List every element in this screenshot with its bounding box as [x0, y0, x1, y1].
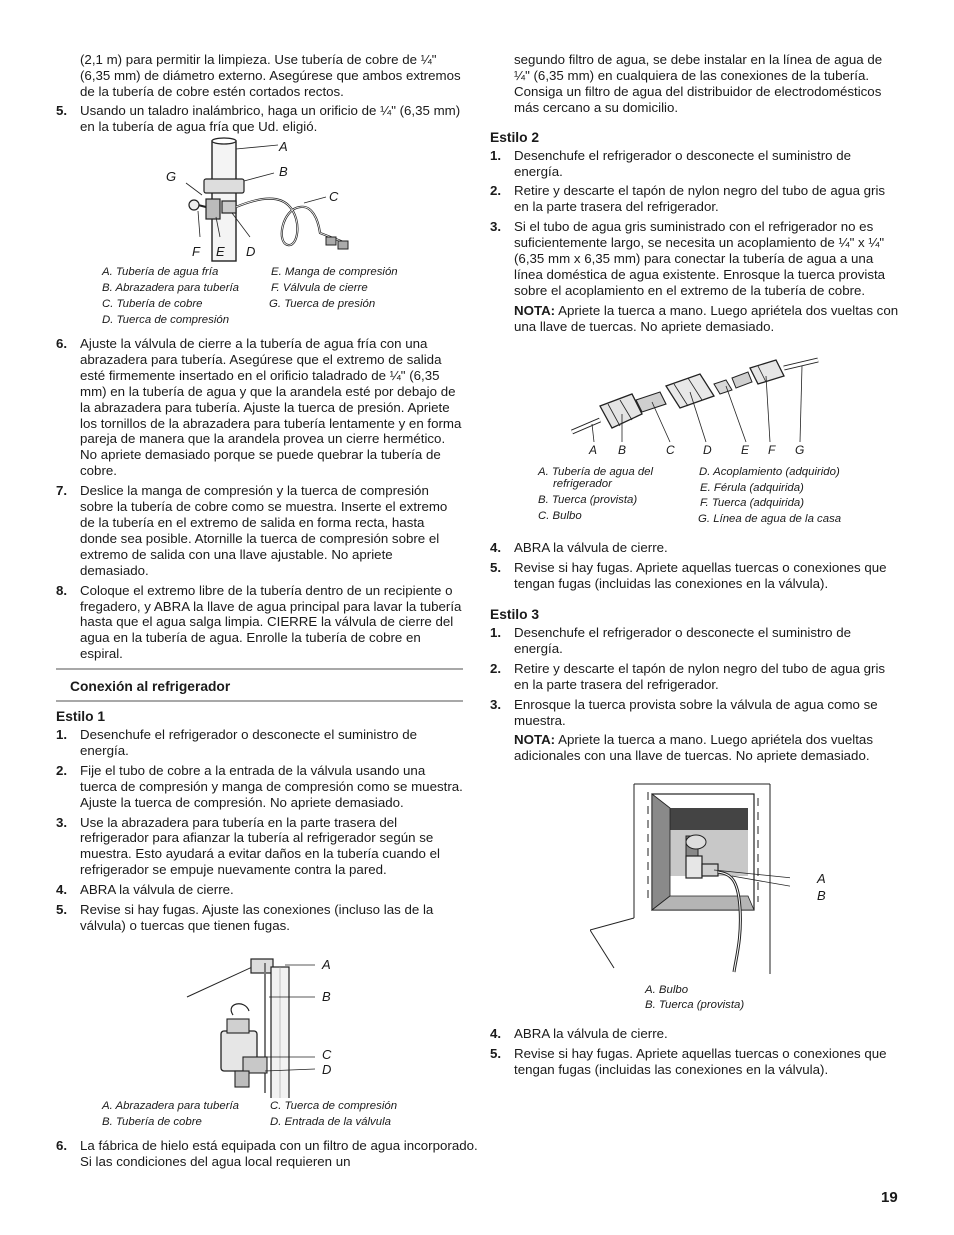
- note-text: Apriete la tuerca a mano. Luego apriétela dos vueltas adicionales con una llave de tuercas. No apriete demasiado.: [514, 732, 873, 764]
- step-text: Desenchufe el refrigerador o desconecte el suministro de energía.: [80, 727, 418, 758]
- estilo-2-caption-e: E. Férula (adquirida): [700, 482, 804, 494]
- estilo-2-caption-d: D. Acoplamiento (adquirido): [699, 466, 840, 478]
- fig1-label-a: A: [279, 139, 288, 154]
- estilo-1-title: Estilo 1: [56, 709, 106, 724]
- estilo-2-steps-after: [490, 540, 900, 596]
- step-text: ABRA la válvula de cierre.: [514, 1026, 668, 1041]
- estilo-1-step-2: [56, 763, 463, 811]
- estilo-1-caption-d: D. Entrada de la válvula: [270, 1116, 391, 1128]
- estilo-1-step-6: [56, 1138, 487, 1170]
- note-label: NOTA:: [514, 732, 556, 748]
- step-text: Revise si hay fugas. Apriete aquellas tuercas o conexiones que tengan fugas (incluidas las conexiones en la válvula).: [514, 1045, 887, 1077]
- step-text: Use la abrazadera para tubería en la parte trasera del refrigerador para afianzar la tubería al refrigerador según se muestra. Esto ayudará a evitar daños en la tubería cuando el refrigerador se empuje nuevamente contra la pared.: [80, 814, 440, 878]
- step-6-attach-valve: [56, 336, 463, 479]
- fig1-caption-c: C. Tubería de cobre: [102, 298, 203, 310]
- step-number: 3.: [56, 814, 68, 830]
- estilo-2-note: [490, 303, 900, 335]
- estilo-2-caption-f: F. Tuerca (adquirida): [700, 497, 805, 509]
- estilo-3-step-2: [490, 661, 900, 693]
- estilo-2-label-g: G: [795, 443, 805, 457]
- estilo-2-label-f: F: [768, 443, 776, 457]
- step-8-flush: [56, 583, 463, 663]
- estilo-3-title: Estilo 3: [490, 607, 540, 622]
- fig1-caption-f: F. Válvula de cierre: [271, 282, 368, 294]
- estilo-2-caption-a: A. Tubería de agua del: [538, 466, 654, 478]
- estilo-3-valve-illustration: [590, 778, 790, 974]
- note-text: Apriete la tuerca a mano. Luego apriétela dos vueltas con una llave de tuercas. No apriete demasiado.: [514, 302, 899, 334]
- step-number: 5.: [490, 559, 502, 575]
- estilo-2-label-e: E: [741, 443, 750, 457]
- step-number: 1.: [56, 727, 68, 742]
- estilo-3-caption-b: B. Tuerca (provista): [645, 999, 745, 1011]
- step-number: 7.: [56, 483, 68, 499]
- step-number: 8.: [56, 582, 68, 598]
- estilo-2-step-1: [490, 148, 900, 180]
- step-text: Retire y descarte el tapón de nylon negro del tubo de agua gris en la parte trasera del refrigerador.: [514, 660, 886, 692]
- estilo-1-valve-illustration: [185, 953, 325, 1098]
- step-text: Enrosque la tuerca provista sobre la válvula de agua como se muestra.: [514, 696, 878, 728]
- step-number: 5.: [56, 902, 68, 918]
- estilo-2-label-a: A: [589, 443, 598, 457]
- section-title: Conexión al refrigerador: [56, 668, 463, 702]
- estilo-1-label-c: C: [322, 1047, 332, 1062]
- fig1-label-g: G: [166, 169, 177, 184]
- estilo-1-step-4: [56, 882, 463, 898]
- estilo-1-label-b: B: [322, 989, 331, 1004]
- step-text: Revise si hay fugas. Apriete aquellas tuercas o conexiones que tengan fugas (incluidas las conexiones en la válvula).: [514, 559, 887, 591]
- estilo-2-title: Estilo 2: [490, 129, 540, 145]
- estilo-2-step-4: [490, 540, 900, 556]
- estilo-1-label-d: D: [322, 1062, 332, 1077]
- estilo-3-note: [490, 732, 900, 764]
- estilo-3-step-5: [490, 1046, 900, 1078]
- step-5-drill: [56, 103, 463, 135]
- estilo-1-section: [56, 709, 463, 938]
- right-column: [490, 52, 900, 339]
- estilo-3-caption-a: A. Bulbo: [645, 984, 689, 996]
- step-text: Fije el tubo de cobre a la entrada de la válvula usando una tuerca de compresión y manga de compresión como se muestra. Ajuste la tuerca de compresión. No apriete demasiado.: [80, 762, 463, 810]
- step-number: 4.: [490, 540, 502, 555]
- step-number: 6.: [56, 1138, 68, 1153]
- estilo-3-step-3: [490, 697, 900, 729]
- estilo-2-step-2: [490, 183, 900, 215]
- estilo-3-step-4: [490, 1026, 900, 1042]
- estilo-2-caption-c: C. Bulbo: [538, 510, 582, 522]
- fig1-caption-a: A. Tubería de agua fría: [102, 266, 219, 278]
- step-number: 2.: [490, 183, 502, 199]
- fig1-label-b: B: [279, 164, 288, 179]
- estilo-1-step-1: [56, 727, 463, 759]
- step-text: Retire y descarte el tapón de nylon negro del tubo de agua gris en la parte trasera del refrigerador.: [514, 183, 886, 215]
- step-number: 1.: [490, 625, 502, 640]
- fig1-caption-g: G. Tuerca de presión: [269, 298, 376, 310]
- note-label: NOTA:: [514, 302, 556, 318]
- estilo-2-label-c: C: [666, 443, 675, 457]
- estilo-1-step-5: [56, 902, 463, 934]
- step-number: 2.: [490, 660, 502, 676]
- step-number: 5.: [56, 103, 68, 118]
- step-text: ABRA la válvula de cierre.: [80, 882, 234, 898]
- step-text: Revise si hay fugas. Ajuste las conexiones (incluso las de la válvula) o tuercas que tienen fugas.: [80, 902, 434, 933]
- left-steps-6-8: [56, 336, 463, 666]
- step-number: 3.: [490, 696, 502, 712]
- fig1-caption-e: E. Manga de compresión: [271, 266, 398, 278]
- intro-paragraph: (2,1 m) para permitir la limpieza. Use tubería de cobre de ¼" (6,35 mm) de diámetro externo. Asegúrese que ambos extremos de la tubería de cobre estén cortados rectos.: [80, 52, 461, 99]
- fig1-label-e: E: [216, 244, 225, 259]
- step-text: Si el tubo de agua gris suministrado con el refrigerador no es suficientemente largo, se necesita un acoplamiento de ¼" x ¼" (6,35 mm x 6,35 mm) para conectar la tubería de agua a una línea doméstica de agua existente. Enrosque la tuerca provista sobre el acoplamiento en el extremo de la tubería de cobre.: [514, 219, 886, 298]
- filter-continued: segundo filtro de agua, se debe instalar en la línea de agua de ¼" (6,35 mm) en cualquiera de las conexiones de la tubería. Consiga un filtro de agua del distribuidor de electrodomésticos más cercano a su domicilio.: [514, 52, 883, 115]
- fig1-caption-d: D. Tuerca de compresión: [102, 314, 230, 326]
- estilo-3-label-b: B: [817, 888, 826, 903]
- estilo-2-caption-a2: refrigerador: [553, 478, 612, 490]
- estilo-3-step-1: [490, 625, 900, 657]
- fig1-label-d: D: [246, 244, 256, 259]
- fig1-label-f: F: [192, 244, 200, 259]
- estilo-1-label-a: A: [322, 957, 331, 972]
- step-number: 1.: [490, 147, 502, 163]
- estilo-1-caption-c: C. Tuerca de compresión: [270, 1100, 398, 1112]
- estilo-2-caption-g: G. Línea de agua de la casa: [698, 513, 842, 525]
- estilo-2-step-5: [490, 560, 900, 592]
- step-text: Deslice la manga de compresión y la tuerca de compresión sobre la tubería de cobre como se muestra. Inserte el extremo de la tubería en el extremo de salida en forma recta, hasta donde sea posible. Atornille la tuerca de compresión sobre el extremo de salida con una llave ajustable. No apriete demasiado.: [80, 483, 448, 578]
- estilo-1-step-3: [56, 815, 463, 879]
- step-text: Desenchufe el refrigerador o desconecte el suministro de energía.: [514, 625, 852, 656]
- estilo-2-label-d: D: [703, 443, 712, 457]
- step-text: Ajuste la válvula de cierre a la tubería de agua fría con una abrazadera para tubería. Asegúrese que el extremo de salida esté firmemente insertado en el orificio taladrado de ¼" (6,35 mm) en la tubería de agua y que la arandela esté por debajo de la abrazadera para tubería. Ajuste la tuerca de presión. Apriete los tornillos de la abrazadera para tubería lentamente y en forma pareja de manera que la arandela provea un cierre hermético. No apriete demasiado porque se puede quebrar la tubería de cobre.: [80, 336, 462, 479]
- step-number: 2.: [56, 762, 68, 778]
- step-number: 4.: [56, 882, 68, 898]
- shutoff-valve-illustration: [170, 137, 370, 262]
- estilo-2-label-b: B: [618, 443, 627, 457]
- estilo-1-caption-a: A. Abrazadera para tubería: [102, 1100, 239, 1112]
- step-number: 6.: [56, 336, 68, 351]
- estilo-3-section: [490, 607, 900, 768]
- step-text: Coloque el extremo libre de la tubería dentro de un recipiente o fregadero, y ABRA la llave de agua principal para lavar la tubería hasta que el agua salga limpia. CIERRE la válvula de cierre del agua en la tubería de agua. Enrolle la tubería de cobre en espiral.: [80, 582, 462, 662]
- step-text: La fábrica de hielo está equipada con un filtro de agua incorporado. Si las condiciones del agua local requieren un: [80, 1138, 478, 1169]
- estilo-1-caption-b: B. Tubería de cobre: [102, 1116, 202, 1128]
- step-7-compression: [56, 483, 463, 578]
- step-text: Desenchufe el refrigerador o desconecte el suministro de energía.: [514, 147, 852, 179]
- step-number: 3.: [490, 219, 502, 235]
- step-number: 5.: [490, 1045, 502, 1061]
- estilo-2-step-3: [490, 219, 900, 299]
- step-text: Usando un taladro inalámbrico, haga un orificio de ¼" (6,35 mm) en la tubería de agua fría que Ud. eligió.: [80, 103, 461, 134]
- estilo-3-label-a: A: [817, 871, 826, 886]
- fig1-caption-b: B. Abrazadera para tubería: [102, 282, 239, 294]
- step-number: 4.: [490, 1026, 502, 1041]
- estilo-2-coupling-illustration: [570, 356, 820, 446]
- estilo-3-steps-after: [490, 1026, 900, 1082]
- estilo-2-caption-b: B. Tuerca (provista): [538, 494, 638, 506]
- step-text: ABRA la válvula de cierre.: [514, 540, 668, 555]
- fig1-label-c: C: [329, 189, 339, 204]
- page-number: 19: [881, 1189, 898, 1206]
